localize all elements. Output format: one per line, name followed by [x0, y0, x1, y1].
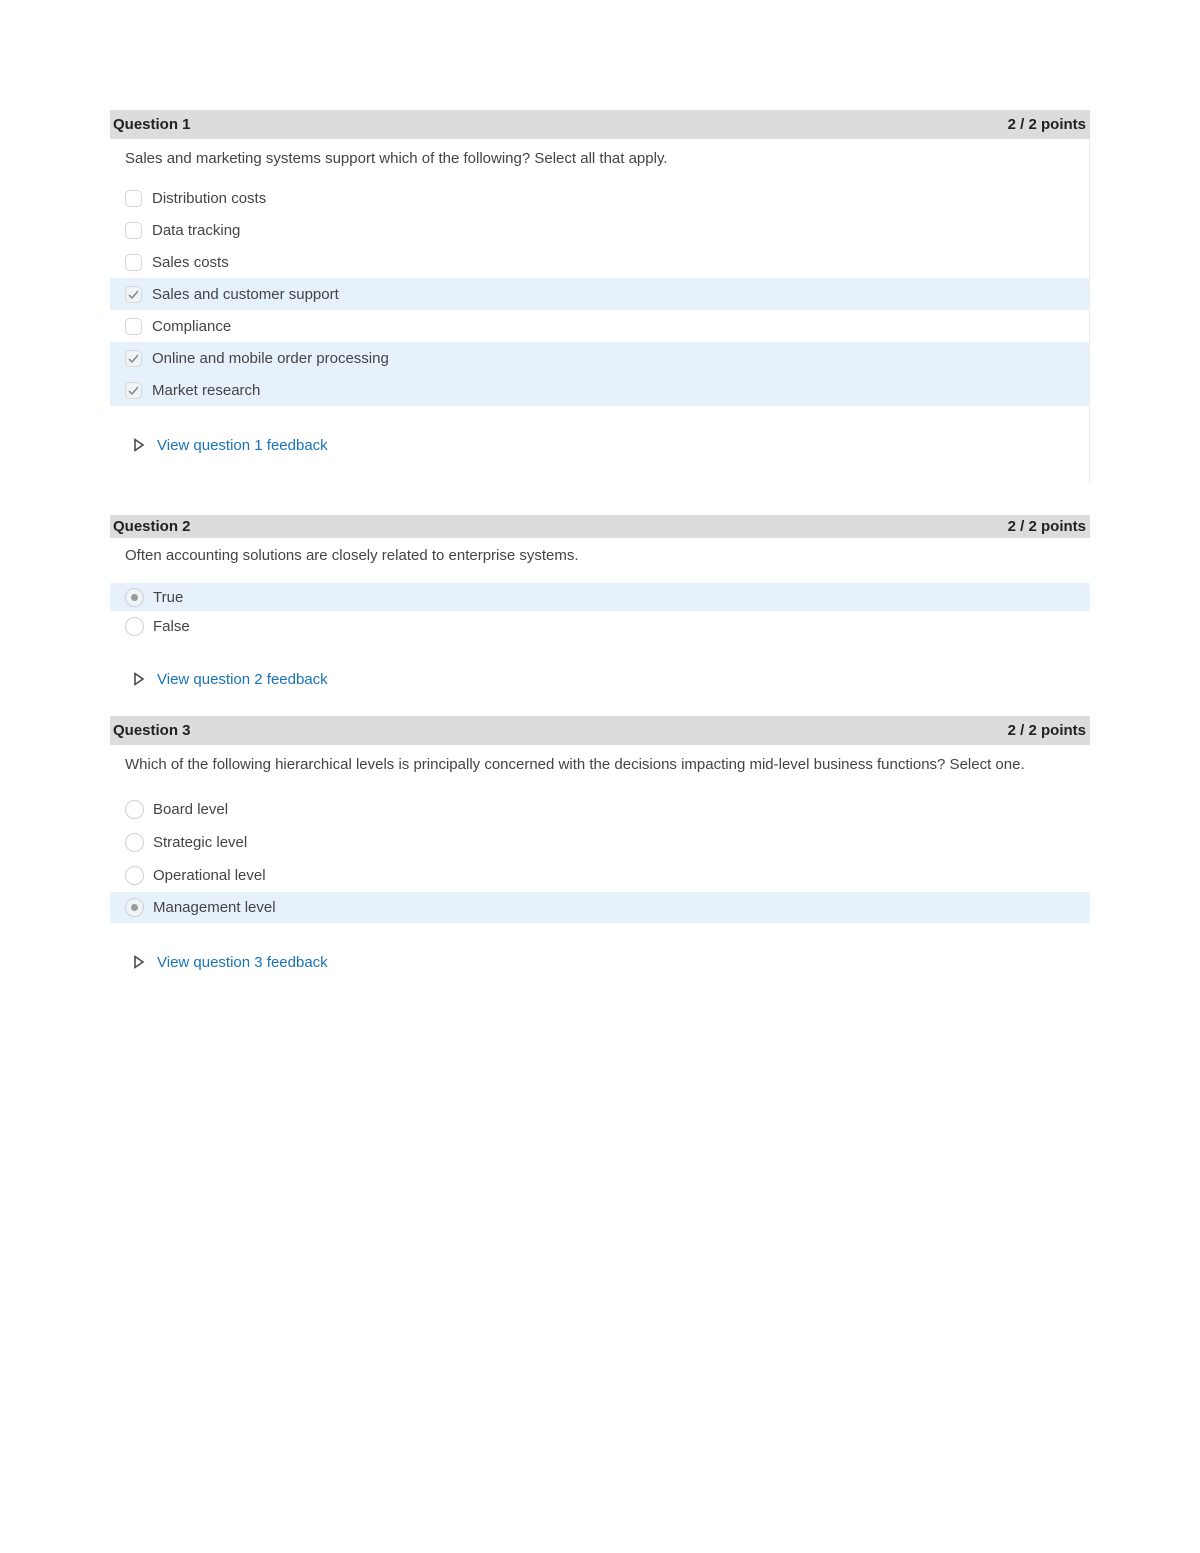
answer-option[interactable] [110, 214, 1089, 246]
question-title: Question 2 [113, 518, 191, 535]
feedback-toggle[interactable] [110, 433, 1089, 457]
feedback-toggle[interactable] [110, 950, 1090, 974]
view-feedback-link[interactable]: View question 2 feedback [157, 670, 328, 688]
feedback-toggle[interactable] [110, 667, 1090, 691]
question-3 [110, 716, 1090, 974]
checkmark-icon[interactable] [125, 382, 142, 399]
answer-label: Online and mobile order processing [152, 349, 389, 367]
radio-selected-icon[interactable] [125, 898, 144, 917]
view-feedback-link[interactable]: View question 3 feedback [157, 953, 328, 971]
answer-option[interactable] [110, 182, 1089, 214]
answer-label: Management level [153, 899, 276, 916]
checkbox-unchecked-icon[interactable] [125, 222, 142, 239]
answer-list [110, 793, 1090, 923]
answer-label: Strategic level [153, 834, 248, 851]
answer-option-selected[interactable] [110, 342, 1089, 374]
question-title: Question 3 [113, 722, 191, 739]
question-2 [110, 515, 1090, 691]
answer-label: Data tracking [152, 221, 241, 239]
disclosure-triangle-icon[interactable] [133, 955, 145, 969]
question-body [110, 139, 1090, 483]
question-header [110, 515, 1090, 538]
view-feedback-link[interactable]: View question 1 feedback [157, 436, 328, 454]
checkbox-unchecked-icon[interactable] [125, 318, 142, 335]
checkmark-icon[interactable] [125, 286, 142, 303]
checkmark-icon[interactable] [125, 350, 142, 367]
answer-list [110, 182, 1089, 406]
answer-label: Market research [152, 381, 261, 399]
answer-label: False [153, 617, 190, 635]
question-header [110, 716, 1090, 745]
question-points: 2 / 2 points [1007, 518, 1086, 535]
question-header [110, 110, 1090, 139]
question-points: 2 / 2 points [1007, 116, 1086, 133]
question-1 [110, 110, 1090, 483]
answer-option-selected[interactable] [110, 583, 1090, 611]
disclosure-triangle-icon[interactable] [133, 672, 145, 686]
answer-label: Compliance [152, 317, 232, 335]
answer-option-selected[interactable] [110, 374, 1089, 406]
radio-unselected-icon[interactable] [125, 833, 144, 852]
answer-label: Sales costs [152, 253, 229, 271]
question-text: Often accounting solutions are closely related to enterprise systems. [125, 547, 579, 564]
answer-option[interactable] [110, 859, 1090, 892]
answer-label: True [153, 588, 184, 606]
question-title: Question 1 [113, 116, 191, 133]
checkbox-unchecked-icon[interactable] [125, 254, 142, 271]
answer-label: Distribution costs [152, 189, 267, 207]
question-points: 2 / 2 points [1007, 722, 1086, 739]
radio-selected-icon[interactable] [125, 588, 144, 607]
answer-option[interactable] [110, 793, 1090, 826]
answer-option[interactable] [110, 310, 1089, 342]
answer-option-selected[interactable] [110, 892, 1090, 923]
answer-option[interactable] [110, 826, 1090, 859]
answer-option-selected[interactable] [110, 278, 1089, 310]
answer-label: Operational level [153, 867, 266, 884]
answer-option[interactable] [110, 246, 1089, 278]
answer-label: Board level [153, 801, 229, 818]
question-text: Sales and marketing systems support which of the following? Select all that apply. [125, 150, 668, 167]
answer-list [110, 583, 1090, 641]
disclosure-triangle-icon[interactable] [133, 438, 145, 452]
radio-unselected-icon[interactable] [125, 617, 144, 636]
question-body [110, 745, 1090, 974]
answer-option[interactable] [110, 611, 1090, 641]
radio-unselected-icon[interactable] [125, 800, 144, 819]
question-text: Which of the following hierarchical levels is principally concerned with the decisions impacting mid-level business functions? Select one. [125, 756, 1025, 773]
answer-label: Sales and customer support [152, 285, 339, 303]
radio-unselected-icon[interactable] [125, 866, 144, 885]
checkbox-unchecked-icon[interactable] [125, 190, 142, 207]
question-body [110, 538, 1090, 691]
